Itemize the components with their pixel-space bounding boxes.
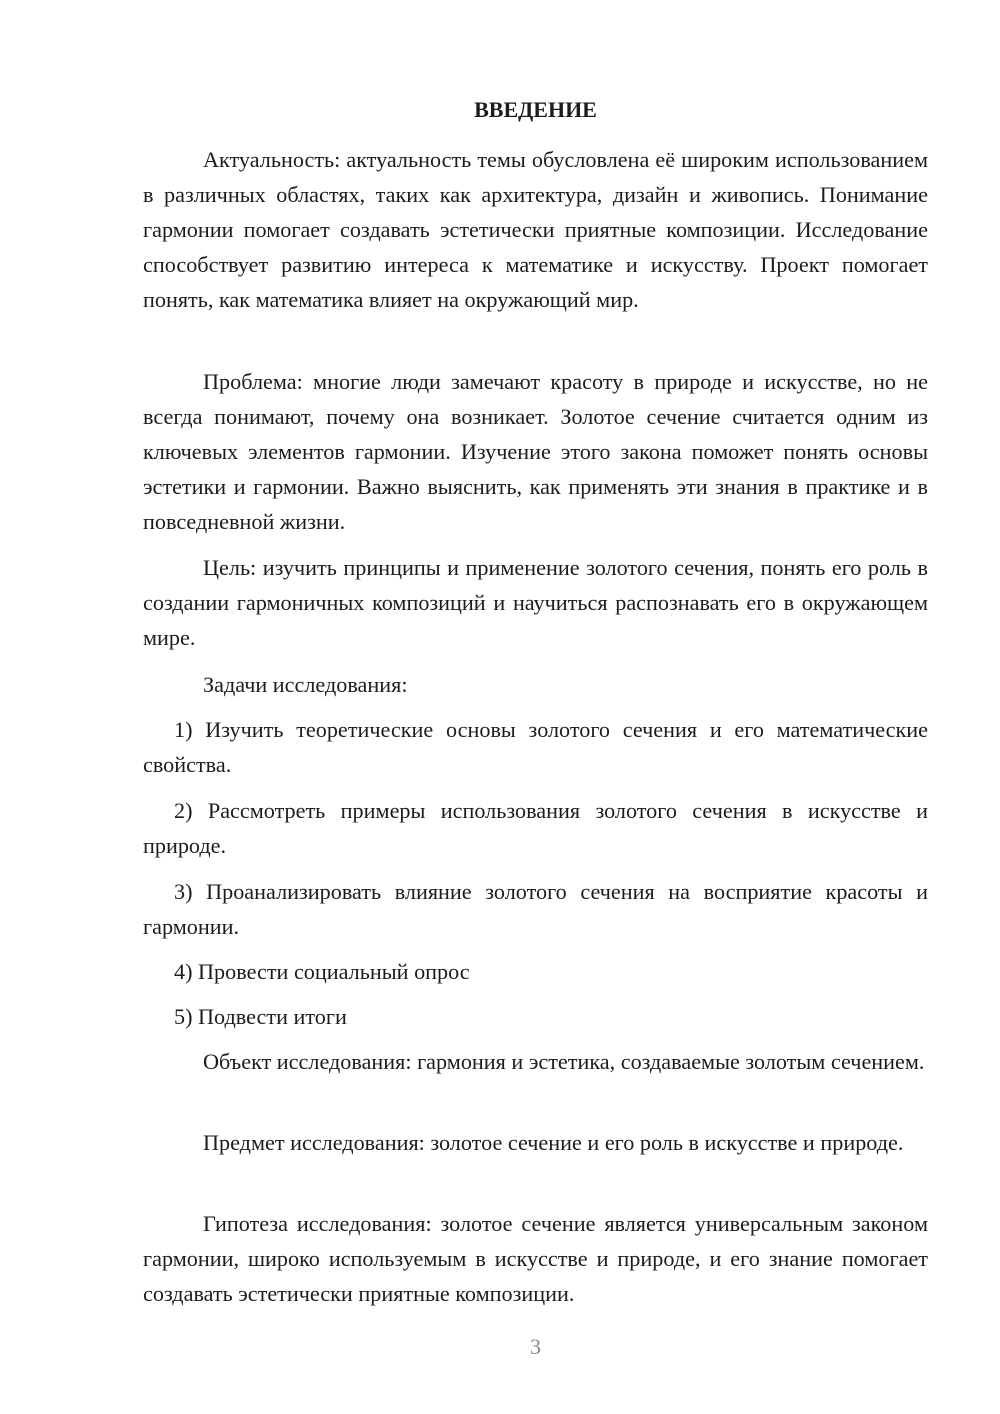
paragraph-goal: Цель: изучить принципы и применение золотого сечения, понять его роль в создании гармоничных композиций и научиться распознавать его в окружающем мире. [143, 555, 928, 650]
list-item-task-1: 1) Изучить теоретические основы золотого сечения и его математические свойства. [143, 717, 928, 777]
paragraph-subject: Предмет исследования: золотое сечение и его роль в искусстве и природе. [203, 1130, 904, 1155]
list-item-task-5: 5) Подвести итоги [174, 1004, 347, 1029]
list-item-task-2: 2) Рассмотреть примеры использования золотого сечения в искусстве и природе. [143, 798, 928, 858]
paragraph-relevance: Актуальность: актуальность темы обусловлена её широким использованием в различных областях, таких как архитектура, дизайн и живопись. Понимание гармонии помогает создавать эстетически приятные композиции. Исследование способствует развитию интереса к математике и искусству. Проект помогает понять, как математика влияет на окружающий мир. [143, 147, 928, 312]
paragraph-object: Объект исследования: гармония и эстетика, создаваемые золотым сечением. [203, 1049, 925, 1074]
page-number: 3 [530, 1334, 541, 1359]
page-title: ВВЕДЕНИЕ [474, 97, 597, 122]
list-item-task-4: 4) Провести социальный опрос [174, 959, 470, 984]
list-item-task-3: 3) Проанализировать влияние золотого сечения на восприятие красоты и гармонии. [143, 879, 928, 939]
paragraph-tasks-heading: Задачи исследования: [203, 672, 408, 697]
paragraph-problem: Проблема: многие люди замечают красоту в природе и искусстве, но не всегда понимают, почему она возникает. Золотое сечение считается одним из ключевых элементов гармонии. Изучение этого закона поможет понять основы эстетики и гармонии. Важно выяснить, как применять эти знания в практике и в повседневной жизни. [143, 369, 928, 534]
paragraph-hypothesis: Гипотеза исследования: золотое сечение является универсальным законом гармонии, широко используемым в искусстве и природе, и его знание помогает создавать эстетически приятные композиции. [143, 1211, 928, 1306]
